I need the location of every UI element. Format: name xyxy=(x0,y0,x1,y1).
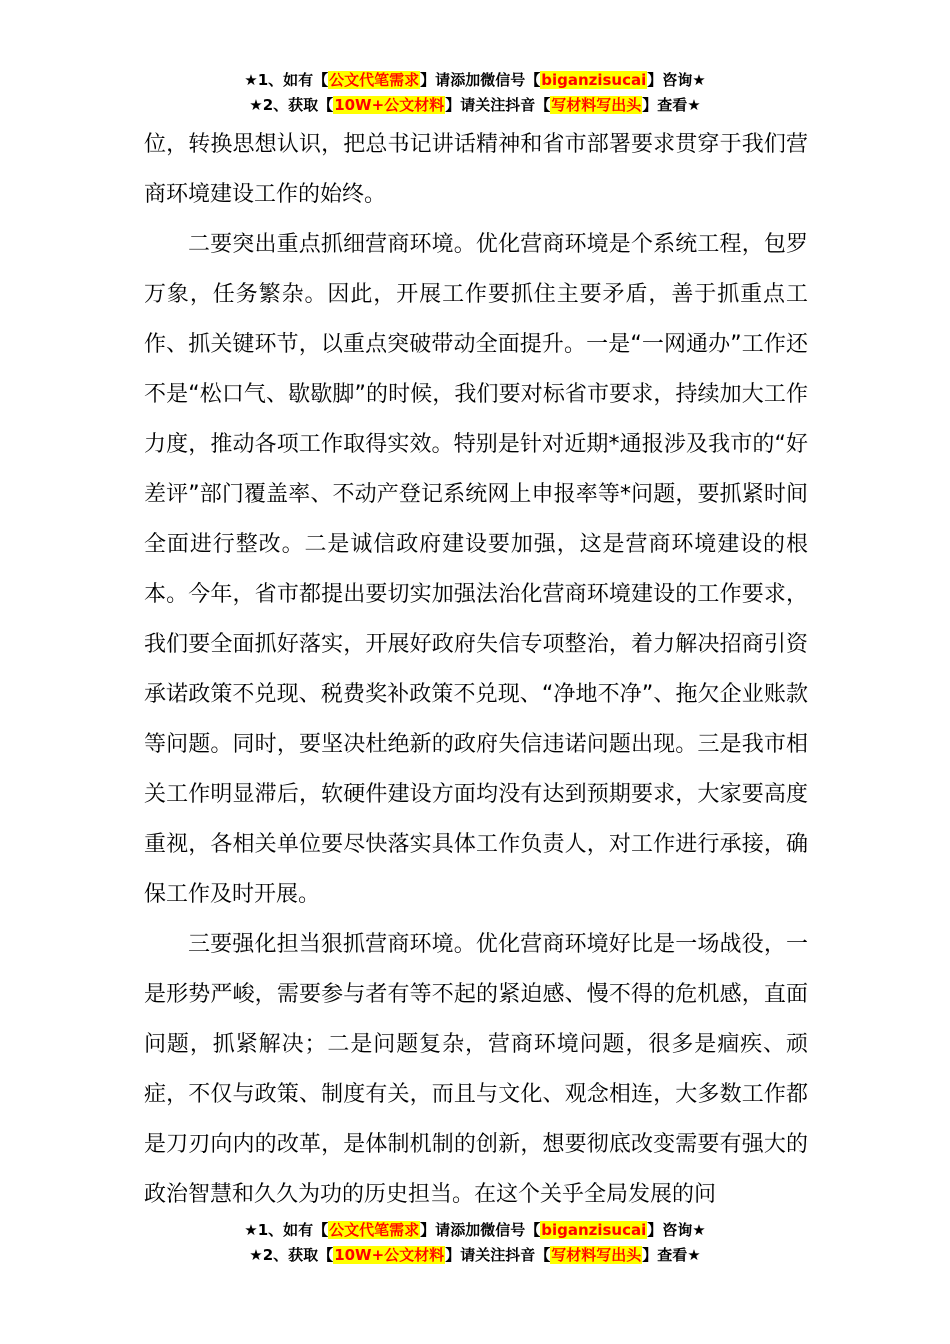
banner-text: 微信号【 xyxy=(480,1221,541,1239)
banner-highlight: 公文代笔需求 xyxy=(329,1221,420,1239)
banner-text: 】查看★ xyxy=(642,96,701,114)
banner-text: ★1、如有【 xyxy=(244,71,329,89)
banner-highlight: 公文代笔需求 xyxy=(329,71,420,89)
banner-highlight: 写材料写出头 xyxy=(551,96,642,114)
banner-emphasis: 添加 xyxy=(450,1221,481,1239)
banner-text: 】请 xyxy=(445,1246,476,1264)
paragraph-2: 二要突出重点抓细营商环境。优化营商环境是个系统工程，包罗万象，任务繁杂。因此，开展工作要抓住主要矛盾，善于抓重点工作、抓关键环节，以重点突破带动全面提升。一是“一网通办”工作还不是“松口气、歇歇脚”的时候，我们要对标省市要求，持续加大工作力度，推动各项工作取得实效。特别是针对近期*通报涉及我市的“好差评”部门覆盖率、不动产登记系统网上申报率等*问题，要抓紧时间全面进行整改。二是诚信政府建设要加强，这是营商环境建设的根本。今年，省市都提出要切实加强法治化营商环境建设的工作要求，我们要全面抓好落实，开展好政府失信专项整治，着力解决招商引资承诺政策不兑现、税费奖补政策不兑现、“净地不净”、拖欠企业账款等问题。同时，要坚决杜绝新的政府失信违诺问题出现。三是我市相关工作明显滞后，软硬件建设方面均没有达到预期要求，大家要高度重视，各相关单位要尽快落实具体工作负责人，对工作进行承接，确保工作及时开展。 xyxy=(144,232,808,907)
banner-line-1 xyxy=(0,1218,950,1243)
banner-text: 】请 xyxy=(420,71,451,89)
banner-text: 】咨询★ xyxy=(647,1221,706,1239)
banner-text: ★1、如有【 xyxy=(244,1221,329,1239)
banner-highlight: 写材料写出头 xyxy=(551,1246,642,1264)
banner-highlight: biganzisucai xyxy=(541,71,647,89)
banner-text: 】请 xyxy=(420,1221,451,1239)
document-body xyxy=(144,120,808,1220)
banner-text: 】咨询★ xyxy=(647,71,706,89)
banner-line-2 xyxy=(0,1243,950,1268)
banner-emphasis: 关注 xyxy=(475,96,506,114)
banner-text: 】查看★ xyxy=(642,1246,701,1264)
banner-text: ★2、获取【 xyxy=(249,96,334,114)
banner-highlight: biganzisucai xyxy=(541,1221,647,1239)
footer-banner xyxy=(0,1218,950,1268)
paragraph-1: 位，转换思想认识，把总书记讲话精神和省市部署要求贯穿于我们营商环境建设工作的始终。 xyxy=(144,132,808,207)
banner-highlight: 10W+公文材料 xyxy=(334,96,445,114)
banner-text: 微信号【 xyxy=(480,71,541,89)
banner-line-1 xyxy=(0,68,950,93)
paragraph-3: 三要强化担当狠抓营商环境。优化营商环境好比是一场战役，一是形势严峻，需要参与者有等不起的紧迫感、慢不得的危机感，直面问题，抓紧解决；二是问题复杂，营商环境问题，很多是痼疾、顽症，不仅与政策、制度有关，而且与文化、观念相连，大多数工作都是刀刃向内的改革，是体制机制的创新，想要彻底改变需要有强大的政治智慧和久久为功的历史担当。在这个关乎全局发展的问 xyxy=(144,932,808,1207)
banner-emphasis: 添加 xyxy=(450,71,481,89)
banner-text: 】请 xyxy=(445,96,476,114)
banner-emphasis: 关注 xyxy=(475,1246,506,1264)
banner-line-2 xyxy=(0,93,950,118)
banner-text: ★2、获取【 xyxy=(249,1246,334,1264)
banner-highlight: 10W+公文材料 xyxy=(334,1246,445,1264)
header-banner xyxy=(0,68,950,118)
banner-text: 抖音【 xyxy=(505,1246,551,1264)
banner-text: 抖音【 xyxy=(505,96,551,114)
